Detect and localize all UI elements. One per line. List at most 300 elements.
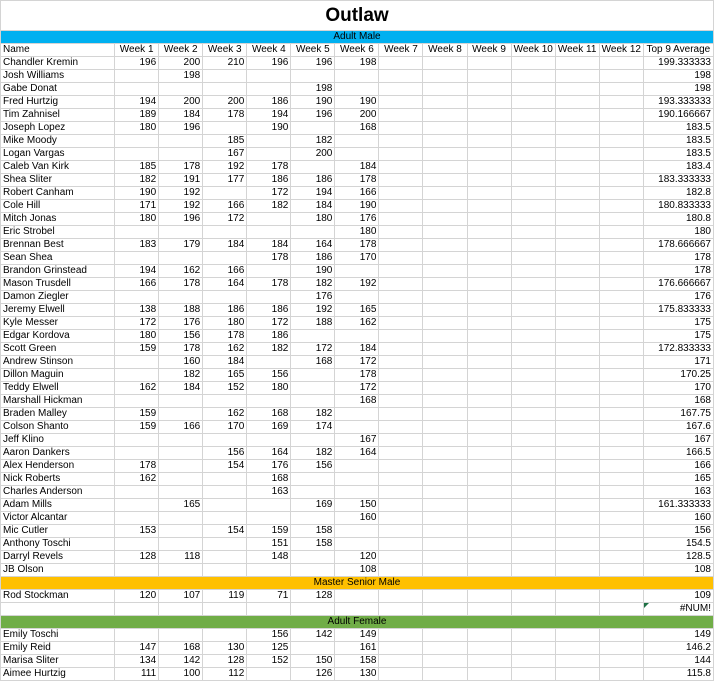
score-cell[interactable]: 162 xyxy=(115,382,159,395)
bowler-name-cell[interactable]: Chandler Kremin xyxy=(1,57,115,70)
score-cell[interactable]: 156 xyxy=(159,330,203,343)
column-header[interactable]: Week 10 xyxy=(511,44,555,57)
score-cell[interactable] xyxy=(115,70,159,83)
score-cell[interactable] xyxy=(115,512,159,525)
column-header[interactable]: Top 9 Average xyxy=(643,44,713,57)
score-cell[interactable] xyxy=(159,291,203,304)
score-cell[interactable] xyxy=(379,382,423,395)
score-cell[interactable]: 190 xyxy=(335,200,379,213)
average-cell[interactable]: 167.6 xyxy=(643,421,713,434)
average-cell[interactable]: 128.5 xyxy=(643,551,713,564)
score-cell[interactable]: 182 xyxy=(291,278,335,291)
score-cell[interactable] xyxy=(335,148,379,161)
score-cell[interactable] xyxy=(467,538,511,551)
score-cell[interactable] xyxy=(203,70,247,83)
average-cell[interactable]: 175.833333 xyxy=(643,304,713,317)
empty-cell[interactable] xyxy=(203,603,247,616)
score-cell[interactable] xyxy=(203,291,247,304)
score-cell[interactable] xyxy=(159,629,203,642)
bowler-name-cell[interactable]: Anthony Toschi xyxy=(1,538,115,551)
score-cell[interactable]: 156 xyxy=(247,369,291,382)
score-cell[interactable] xyxy=(511,382,555,395)
score-cell[interactable] xyxy=(291,122,335,135)
score-cell[interactable] xyxy=(599,668,643,681)
score-cell[interactable]: 167 xyxy=(203,148,247,161)
score-cell[interactable]: 111 xyxy=(115,668,159,681)
average-cell[interactable]: 183.5 xyxy=(643,135,713,148)
score-cell[interactable]: 159 xyxy=(115,343,159,356)
score-cell[interactable] xyxy=(291,161,335,174)
score-cell[interactable] xyxy=(115,629,159,642)
score-cell[interactable] xyxy=(511,395,555,408)
bowler-name-cell[interactable]: Marisa Sliter xyxy=(1,655,115,668)
score-cell[interactable] xyxy=(599,408,643,421)
score-cell[interactable] xyxy=(203,564,247,577)
score-cell[interactable] xyxy=(203,486,247,499)
score-cell[interactable] xyxy=(379,512,423,525)
average-cell[interactable]: 163 xyxy=(643,486,713,499)
score-cell[interactable] xyxy=(423,655,467,668)
average-cell[interactable]: 183.4 xyxy=(643,161,713,174)
score-cell[interactable] xyxy=(599,135,643,148)
score-cell[interactable] xyxy=(511,239,555,252)
average-cell[interactable]: 160 xyxy=(643,512,713,525)
bowler-name-cell[interactable]: Emily Reid xyxy=(1,642,115,655)
score-cell[interactable] xyxy=(423,70,467,83)
score-cell[interactable] xyxy=(335,421,379,434)
average-cell[interactable]: 190.166667 xyxy=(643,109,713,122)
bowler-name-cell[interactable]: Emily Toschi xyxy=(1,629,115,642)
score-cell[interactable] xyxy=(599,187,643,200)
column-header[interactable]: Week 2 xyxy=(159,44,203,57)
score-cell[interactable] xyxy=(291,330,335,343)
score-cell[interactable] xyxy=(555,252,599,265)
score-cell[interactable] xyxy=(335,473,379,486)
bowler-name-cell[interactable]: Darryl Revels xyxy=(1,551,115,564)
score-cell[interactable] xyxy=(159,148,203,161)
score-cell[interactable] xyxy=(467,421,511,434)
score-cell[interactable] xyxy=(511,226,555,239)
score-cell[interactable] xyxy=(467,499,511,512)
score-cell[interactable] xyxy=(423,109,467,122)
score-cell[interactable] xyxy=(379,109,423,122)
section-title-adult-female[interactable]: Adult Female xyxy=(1,616,714,629)
score-cell[interactable]: 158 xyxy=(291,538,335,551)
score-cell[interactable]: 160 xyxy=(159,356,203,369)
score-cell[interactable] xyxy=(467,590,511,603)
score-cell[interactable] xyxy=(159,512,203,525)
score-cell[interactable] xyxy=(379,486,423,499)
score-cell[interactable]: 168 xyxy=(247,473,291,486)
score-cell[interactable]: 168 xyxy=(247,408,291,421)
score-cell[interactable] xyxy=(379,668,423,681)
score-cell[interactable] xyxy=(555,291,599,304)
score-cell[interactable] xyxy=(335,408,379,421)
score-cell[interactable] xyxy=(555,421,599,434)
bowler-name-cell[interactable]: Scott Green xyxy=(1,343,115,356)
score-cell[interactable] xyxy=(423,57,467,70)
score-cell[interactable] xyxy=(423,551,467,564)
score-cell[interactable] xyxy=(379,434,423,447)
score-cell[interactable]: 119 xyxy=(203,590,247,603)
score-cell[interactable] xyxy=(423,200,467,213)
score-cell[interactable] xyxy=(247,434,291,447)
score-cell[interactable] xyxy=(555,434,599,447)
score-cell[interactable]: 152 xyxy=(247,655,291,668)
score-cell[interactable] xyxy=(159,473,203,486)
score-cell[interactable] xyxy=(467,122,511,135)
score-cell[interactable] xyxy=(379,96,423,109)
bowler-name-cell[interactable]: JB Olson xyxy=(1,564,115,577)
score-cell[interactable]: 188 xyxy=(291,317,335,330)
score-cell[interactable] xyxy=(467,408,511,421)
score-cell[interactable] xyxy=(511,83,555,96)
score-cell[interactable] xyxy=(555,564,599,577)
average-cell[interactable]: 176 xyxy=(643,291,713,304)
score-cell[interactable] xyxy=(423,499,467,512)
score-cell[interactable]: 159 xyxy=(247,525,291,538)
bowler-name-cell[interactable]: Tim Zahnisel xyxy=(1,109,115,122)
score-cell[interactable]: 180 xyxy=(115,330,159,343)
average-cell[interactable]: 161.333333 xyxy=(643,499,713,512)
average-cell[interactable]: 180 xyxy=(643,226,713,239)
score-cell[interactable] xyxy=(423,642,467,655)
score-cell[interactable] xyxy=(115,369,159,382)
empty-cell[interactable] xyxy=(159,603,203,616)
score-cell[interactable]: 190 xyxy=(115,187,159,200)
score-cell[interactable] xyxy=(379,447,423,460)
score-cell[interactable] xyxy=(423,668,467,681)
average-cell[interactable]: 171 xyxy=(643,356,713,369)
score-cell[interactable] xyxy=(511,148,555,161)
bowler-name-cell[interactable]: Brandon Grinstead xyxy=(1,265,115,278)
score-cell[interactable]: 100 xyxy=(159,668,203,681)
score-cell[interactable] xyxy=(379,265,423,278)
column-header[interactable]: Name xyxy=(1,44,115,57)
score-cell[interactable] xyxy=(379,356,423,369)
score-cell[interactable] xyxy=(599,239,643,252)
score-cell[interactable]: 190 xyxy=(291,265,335,278)
score-cell[interactable] xyxy=(467,668,511,681)
score-cell[interactable] xyxy=(291,382,335,395)
bowler-name-cell[interactable]: Nick Roberts xyxy=(1,473,115,486)
score-cell[interactable]: 186 xyxy=(247,174,291,187)
score-cell[interactable] xyxy=(467,252,511,265)
score-cell[interactable] xyxy=(599,421,643,434)
score-cell[interactable] xyxy=(379,538,423,551)
score-cell[interactable] xyxy=(203,83,247,96)
score-cell[interactable] xyxy=(115,486,159,499)
empty-cell[interactable] xyxy=(247,603,291,616)
empty-cell[interactable] xyxy=(335,603,379,616)
score-cell[interactable] xyxy=(599,161,643,174)
score-cell[interactable] xyxy=(555,226,599,239)
score-cell[interactable] xyxy=(599,486,643,499)
score-cell[interactable] xyxy=(335,525,379,538)
score-cell[interactable] xyxy=(511,512,555,525)
score-cell[interactable]: 172 xyxy=(291,343,335,356)
score-cell[interactable]: 108 xyxy=(335,564,379,577)
score-cell[interactable]: 191 xyxy=(159,174,203,187)
score-cell[interactable] xyxy=(203,473,247,486)
score-cell[interactable]: 162 xyxy=(203,343,247,356)
score-cell[interactable] xyxy=(115,447,159,460)
average-cell[interactable]: 170.25 xyxy=(643,369,713,382)
score-cell[interactable]: 196 xyxy=(159,122,203,135)
score-cell[interactable]: 192 xyxy=(203,161,247,174)
bowler-name-cell[interactable]: Cole Hill xyxy=(1,200,115,213)
score-cell[interactable]: 176 xyxy=(247,460,291,473)
score-cell[interactable] xyxy=(247,226,291,239)
score-cell[interactable] xyxy=(335,460,379,473)
bowler-name-cell[interactable]: Logan Vargas xyxy=(1,148,115,161)
score-cell[interactable] xyxy=(423,356,467,369)
score-cell[interactable] xyxy=(159,83,203,96)
score-cell[interactable]: 184 xyxy=(247,239,291,252)
score-cell[interactable]: 166 xyxy=(203,265,247,278)
score-cell[interactable] xyxy=(555,512,599,525)
score-cell[interactable]: 163 xyxy=(247,486,291,499)
average-cell[interactable]: 193.333333 xyxy=(643,96,713,109)
score-cell[interactable] xyxy=(247,83,291,96)
score-cell[interactable] xyxy=(423,512,467,525)
score-cell[interactable]: 186 xyxy=(291,252,335,265)
score-cell[interactable]: 176 xyxy=(335,213,379,226)
average-cell[interactable]: 180.8 xyxy=(643,213,713,226)
score-cell[interactable] xyxy=(555,343,599,356)
score-cell[interactable] xyxy=(379,460,423,473)
score-cell[interactable] xyxy=(423,187,467,200)
score-cell[interactable] xyxy=(203,499,247,512)
score-cell[interactable]: 162 xyxy=(115,473,159,486)
score-cell[interactable]: 156 xyxy=(291,460,335,473)
bowler-name-cell[interactable]: Edgar Kordova xyxy=(1,330,115,343)
empty-cell[interactable] xyxy=(291,603,335,616)
score-cell[interactable] xyxy=(467,525,511,538)
score-cell[interactable] xyxy=(115,356,159,369)
score-cell[interactable] xyxy=(423,590,467,603)
score-cell[interactable] xyxy=(291,395,335,408)
score-cell[interactable]: 168 xyxy=(335,395,379,408)
score-cell[interactable]: 178 xyxy=(159,278,203,291)
score-cell[interactable] xyxy=(511,96,555,109)
average-cell[interactable]: 175 xyxy=(643,317,713,330)
score-cell[interactable] xyxy=(511,642,555,655)
score-cell[interactable] xyxy=(599,252,643,265)
score-cell[interactable] xyxy=(379,408,423,421)
bowler-name-cell[interactable]: Jeff Klino xyxy=(1,434,115,447)
average-cell[interactable]: 178.666667 xyxy=(643,239,713,252)
score-cell[interactable] xyxy=(115,252,159,265)
bowler-name-cell[interactable]: Braden Malley xyxy=(1,408,115,421)
score-cell[interactable]: 168 xyxy=(159,642,203,655)
score-cell[interactable]: 180 xyxy=(115,213,159,226)
section-title-adult-male[interactable]: Adult Male xyxy=(1,31,714,44)
score-cell[interactable] xyxy=(247,148,291,161)
score-cell[interactable] xyxy=(379,226,423,239)
score-cell[interactable] xyxy=(599,525,643,538)
score-cell[interactable] xyxy=(247,213,291,226)
score-cell[interactable]: 198 xyxy=(335,57,379,70)
score-cell[interactable] xyxy=(423,148,467,161)
score-cell[interactable] xyxy=(467,460,511,473)
score-cell[interactable] xyxy=(555,538,599,551)
score-cell[interactable]: 165 xyxy=(159,499,203,512)
score-cell[interactable]: 165 xyxy=(203,369,247,382)
score-cell[interactable] xyxy=(511,447,555,460)
bowler-name-cell[interactable]: Colson Shanto xyxy=(1,421,115,434)
score-cell[interactable] xyxy=(467,174,511,187)
score-cell[interactable]: 164 xyxy=(335,447,379,460)
score-cell[interactable]: 198 xyxy=(159,70,203,83)
column-header[interactable]: Week 3 xyxy=(203,44,247,57)
score-cell[interactable] xyxy=(467,369,511,382)
average-cell[interactable]: 166 xyxy=(643,460,713,473)
score-cell[interactable] xyxy=(159,564,203,577)
score-cell[interactable] xyxy=(159,135,203,148)
score-cell[interactable]: 178 xyxy=(159,343,203,356)
average-cell[interactable]: 167 xyxy=(643,434,713,447)
column-header[interactable]: Week 1 xyxy=(115,44,159,57)
score-cell[interactable] xyxy=(511,460,555,473)
score-cell[interactable] xyxy=(599,382,643,395)
score-cell[interactable]: 166 xyxy=(335,187,379,200)
score-cell[interactable] xyxy=(291,70,335,83)
score-cell[interactable] xyxy=(291,486,335,499)
score-cell[interactable] xyxy=(599,291,643,304)
score-cell[interactable] xyxy=(467,317,511,330)
score-cell[interactable] xyxy=(555,317,599,330)
score-cell[interactable]: 148 xyxy=(247,551,291,564)
score-cell[interactable]: 194 xyxy=(247,109,291,122)
score-cell[interactable] xyxy=(555,356,599,369)
score-cell[interactable] xyxy=(599,317,643,330)
score-cell[interactable] xyxy=(599,512,643,525)
bowler-name-cell[interactable]: Teddy Elwell xyxy=(1,382,115,395)
average-cell[interactable]: 178 xyxy=(643,252,713,265)
score-cell[interactable]: 162 xyxy=(159,265,203,278)
average-cell[interactable]: 168 xyxy=(643,395,713,408)
score-cell[interactable]: 166 xyxy=(159,421,203,434)
bowler-name-cell[interactable]: Andrew Stinson xyxy=(1,356,115,369)
score-cell[interactable] xyxy=(115,291,159,304)
score-cell[interactable] xyxy=(247,135,291,148)
score-cell[interactable] xyxy=(555,57,599,70)
score-cell[interactable] xyxy=(423,395,467,408)
bowler-name-cell[interactable]: Gabe Donat xyxy=(1,83,115,96)
score-cell[interactable]: 196 xyxy=(115,57,159,70)
score-cell[interactable]: 71 xyxy=(247,590,291,603)
score-cell[interactable] xyxy=(379,213,423,226)
score-cell[interactable]: 128 xyxy=(203,655,247,668)
score-cell[interactable] xyxy=(379,122,423,135)
score-cell[interactable] xyxy=(115,83,159,96)
score-cell[interactable] xyxy=(555,96,599,109)
score-cell[interactable]: 169 xyxy=(291,499,335,512)
score-cell[interactable] xyxy=(247,70,291,83)
score-cell[interactable]: 180 xyxy=(203,317,247,330)
score-cell[interactable] xyxy=(511,629,555,642)
average-cell[interactable]: 165 xyxy=(643,473,713,486)
bowler-name-cell[interactable]: Jeremy Elwell xyxy=(1,304,115,317)
score-cell[interactable] xyxy=(555,70,599,83)
score-cell[interactable]: 192 xyxy=(159,187,203,200)
score-cell[interactable] xyxy=(379,564,423,577)
bowler-name-cell[interactable]: Mitch Jonas xyxy=(1,213,115,226)
score-cell[interactable]: 185 xyxy=(115,161,159,174)
score-cell[interactable] xyxy=(379,291,423,304)
score-cell[interactable]: 182 xyxy=(115,174,159,187)
score-cell[interactable]: 128 xyxy=(291,590,335,603)
score-cell[interactable] xyxy=(423,421,467,434)
score-cell[interactable] xyxy=(467,83,511,96)
score-cell[interactable] xyxy=(511,486,555,499)
score-cell[interactable] xyxy=(511,551,555,564)
score-cell[interactable]: 178 xyxy=(335,239,379,252)
average-cell[interactable]: 167.75 xyxy=(643,408,713,421)
score-cell[interactable] xyxy=(511,174,555,187)
score-cell[interactable] xyxy=(511,525,555,538)
score-cell[interactable] xyxy=(423,486,467,499)
score-cell[interactable]: 186 xyxy=(203,304,247,317)
bowler-name-cell[interactable]: Fred Hurtzig xyxy=(1,96,115,109)
score-cell[interactable] xyxy=(335,538,379,551)
bowler-name-cell[interactable]: Eric Strobel xyxy=(1,226,115,239)
average-cell[interactable]: 154.5 xyxy=(643,538,713,551)
score-cell[interactable] xyxy=(599,148,643,161)
score-cell[interactable]: 192 xyxy=(159,200,203,213)
score-cell[interactable] xyxy=(599,538,643,551)
score-cell[interactable] xyxy=(599,473,643,486)
score-cell[interactable] xyxy=(379,187,423,200)
score-cell[interactable]: 165 xyxy=(335,304,379,317)
score-cell[interactable] xyxy=(291,564,335,577)
score-cell[interactable]: 190 xyxy=(247,122,291,135)
score-cell[interactable]: 178 xyxy=(203,109,247,122)
score-cell[interactable] xyxy=(379,239,423,252)
average-cell[interactable]: 182.8 xyxy=(643,187,713,200)
score-cell[interactable] xyxy=(379,174,423,187)
score-cell[interactable] xyxy=(379,200,423,213)
score-cell[interactable] xyxy=(511,434,555,447)
score-cell[interactable] xyxy=(555,330,599,343)
score-cell[interactable] xyxy=(511,330,555,343)
score-cell[interactable]: 182 xyxy=(291,408,335,421)
score-cell[interactable] xyxy=(555,122,599,135)
score-cell[interactable]: 169 xyxy=(247,421,291,434)
score-cell[interactable]: 172 xyxy=(335,382,379,395)
score-cell[interactable] xyxy=(555,278,599,291)
score-cell[interactable]: 178 xyxy=(203,330,247,343)
score-cell[interactable] xyxy=(555,642,599,655)
score-cell[interactable] xyxy=(467,57,511,70)
score-cell[interactable] xyxy=(335,330,379,343)
score-cell[interactable] xyxy=(511,538,555,551)
score-cell[interactable] xyxy=(467,486,511,499)
score-cell[interactable] xyxy=(379,629,423,642)
bowler-name-cell[interactable]: Marshall Hickman xyxy=(1,395,115,408)
score-cell[interactable] xyxy=(159,538,203,551)
score-cell[interactable] xyxy=(599,122,643,135)
score-cell[interactable] xyxy=(423,122,467,135)
bowler-name-cell[interactable]: Caleb Van Kirk xyxy=(1,161,115,174)
score-cell[interactable]: 184 xyxy=(203,356,247,369)
score-cell[interactable] xyxy=(467,148,511,161)
score-cell[interactable]: 185 xyxy=(203,135,247,148)
score-cell[interactable] xyxy=(379,70,423,83)
score-cell[interactable] xyxy=(511,356,555,369)
bowler-name-cell[interactable]: Brennan Best xyxy=(1,239,115,252)
